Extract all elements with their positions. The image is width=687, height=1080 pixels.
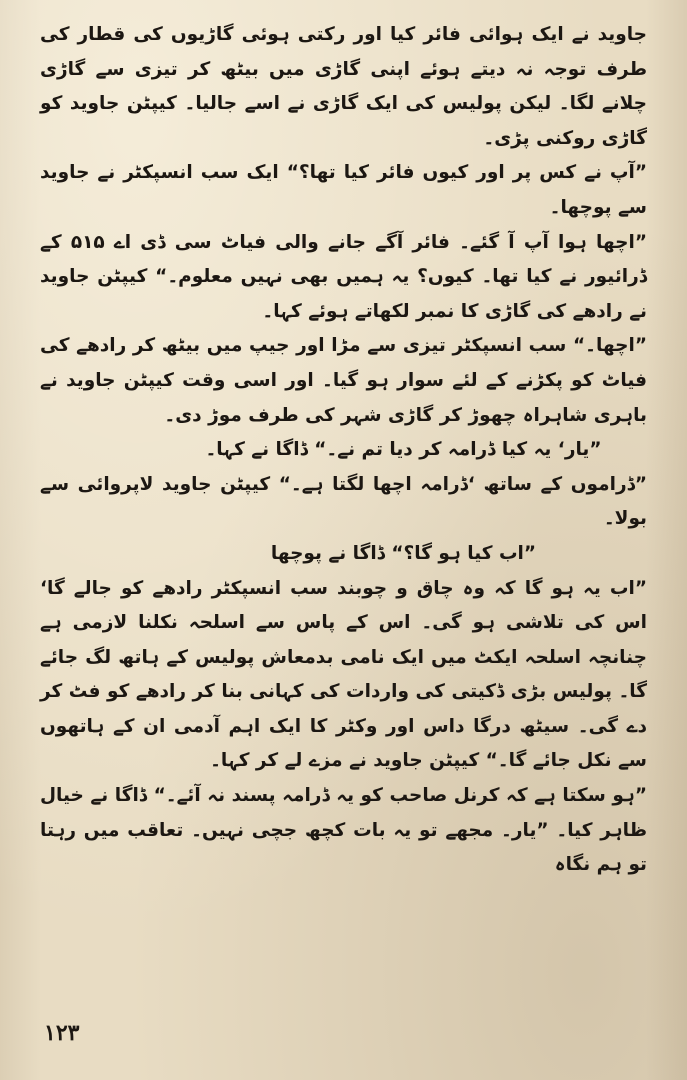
paragraph-6: ”ڈراموں کے ساتھ ‘ڈرامہ اچھا لگتا ہے۔“ کیپٹن جاوید لاپروائی سے بولا۔	[40, 473, 647, 530]
page-number: ۱۲۳	[44, 1020, 80, 1046]
paragraph-3: ”اچھا ہوا آپ آ گئے۔ فائر آگے جانے والی فیاٹ سی ڈی اے ۵۱۵ کے ڈرائیور نے کیا تھا۔ کیوں؟ یہ ہمیں بھی نہیں معلوم۔“ کیپٹن جاوید نے رادھے کی گاڑی کا نمبر لکھاتے ہوئے کہا۔	[40, 231, 647, 322]
paragraph-7: ”اب کیا ہو گا؟“ ڈاگا نے پوچھا	[270, 542, 537, 564]
paragraph-5: ”یار‘ یہ کیا ڈرامہ کر دیا تم نے۔“ ڈاگا نے کہا۔	[205, 439, 602, 461]
paragraph-2: ”آپ نے کس پر اور کیوں فائر کیا تھا؟“ ایک سب انسپکٹر نے جاوید سے پوچھا۔	[40, 162, 647, 218]
paragraph-4: ”اچھا۔“ سب انسپکٹر تیزی سے مڑا اور جیپ میں بیٹھ کر رادھے کی فیاٹ کو پکڑنے کے لئے سوار ہو گیا۔ اور اسی وقت کیپٹن جاوید نے باہری شاہراہ چھوڑ کر گاڑی شہر کی طرف موڑ دی۔	[40, 335, 647, 426]
paragraph-9: ”ہو سکتا ہے کہ کرنل صاحب کو یہ ڈرامہ پسند نہ آئے۔“ ڈاگا نے خیال ظاہر کیا۔ ”یار۔ مجھے تو یہ بات کچھ جچی نہیں۔ تعاقب میں رہتا تو ہم نگاہ	[40, 785, 647, 876]
page-text	[40, 18, 647, 883]
paragraph-8: ”اب یہ ہو گا کہ وہ چاق و چوبند سب انسپکٹر رادھے کو جالے گا‘ اس کی تلاشی ہو گی۔ اس کے پاس سے اسلحہ نکلنا لازمی ہے چنانچہ اسلحہ ایکٹ میں ایک نامی بدمعاش پولیس کے ہاتھ لگ جائے گا۔ پولیس بڑی ڈکیتی کی واردات کی کہانی بنا کر رادھے کو فٹ کر دے گی۔ سیٹھ درگا داس اور وکٹر کا ایک اہم آدمی ان کے ہاتھوں سے نکل جائے گا۔“ کیپٹن جاوید نے مزے لے کر کہا۔	[40, 577, 647, 772]
paragraph-1: جاوید نے ایک ہوائی فائر کیا اور رکتی ہوئی گاڑیوں کی قطار کی طرف توجہ نہ دیتے ہوئے اپنی گاڑی میں بیٹھ کر تیزی سے گاڑی چلانے لگا۔ لیکن پولیس کی ایک گاڑی نے اسے جالیا۔ کیپٹن جاوید کو گاڑی روکنی پڑی۔	[40, 24, 647, 149]
